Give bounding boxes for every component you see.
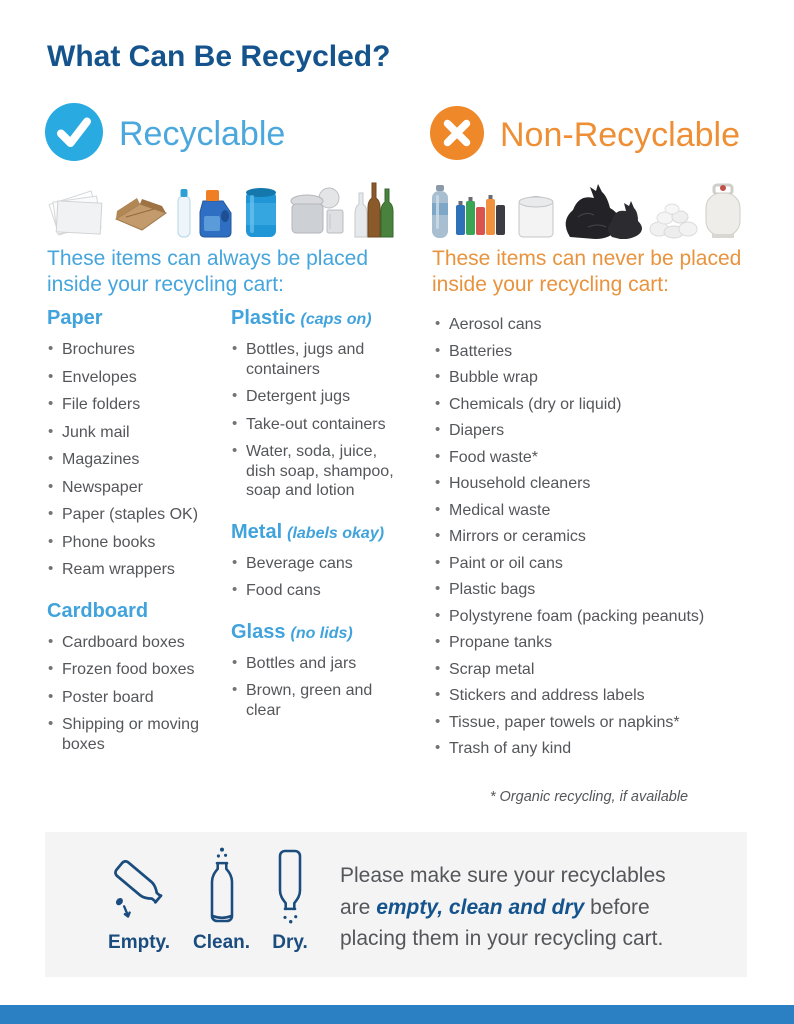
list-item: • Poster board [47, 688, 225, 708]
cardboard-box-image [112, 183, 170, 239]
list-item: • Envelopes [47, 368, 225, 388]
list-item: • Newspaper [47, 478, 225, 498]
list-item: • Paper (staples OK) [47, 505, 225, 525]
tilted-bottle-pouring-icon [103, 846, 175, 926]
list-item: • File folders [47, 395, 225, 415]
category-paper [47, 307, 225, 580]
category-note: (caps on) [300, 311, 372, 328]
category-heading: Metal (labels okay) [231, 520, 385, 543]
list-item: • Bubble wrap [434, 368, 748, 388]
propane-tank-image [700, 181, 746, 239]
category-heading: Glass (no lids) [231, 620, 353, 643]
category-note: (labels okay) [287, 524, 385, 542]
category-metal [231, 521, 399, 601]
list-item: • Junk mail [47, 423, 225, 443]
foam-packing-peanuts-image [647, 201, 699, 239]
list-item: • Tissue, paper towels or napkins* [434, 713, 748, 733]
empty-clean-dry-panel [45, 832, 747, 977]
category-cardboard [47, 600, 225, 755]
list-item: • Water, soda, juice, dish soap, shampoo, soap and lotion [231, 442, 399, 501]
category-item-list [47, 340, 225, 580]
list-item: • Scrap metal [434, 660, 748, 680]
list-item: • Batteries [434, 342, 748, 362]
list-item: • Polystyrene foam (packing peanuts) [434, 607, 748, 627]
list-item: • Phone books [47, 533, 225, 553]
water-bottle-and-detergent-jug-image [175, 179, 237, 239]
list-item: • Bottles and jars [231, 654, 399, 674]
list-item: • Brown, green and clear [231, 681, 399, 720]
footer-accent-bar [0, 1005, 794, 1024]
recyclable-column-a [47, 303, 225, 762]
recyclable-column-b [231, 303, 399, 762]
paper-stack-image [45, 183, 107, 239]
trash-bags-image [560, 179, 646, 239]
list-item: • Propane tanks [434, 633, 748, 653]
list-item: • Frozen food boxes [47, 660, 225, 680]
list-item: • Aerosol cans [434, 315, 748, 335]
batteries-image [453, 189, 513, 239]
step-label: Dry. [272, 932, 308, 953]
recyclable-heading: Recyclable [119, 115, 286, 153]
panel-message: Please make sure your recyclables are empty, clean and dry before placing them in your recycling cart. [340, 864, 666, 950]
category-heading: Plastic (caps on) [231, 307, 372, 329]
recyclable-intro: These items can always be placed inside your recycling cart: [47, 247, 368, 297]
list-item: • Food waste* [434, 448, 748, 468]
list-item: • Mirrors or ceramics [434, 527, 748, 547]
non-recyclable-badge [430, 106, 740, 165]
page-title: What Can Be Recycled? [47, 40, 391, 73]
list-item: • Medical waste [434, 501, 748, 521]
step-label: Empty. [108, 932, 170, 953]
list-item: • Bottles, jugs and containers [231, 340, 399, 379]
list-item: • Cardboard boxes [47, 633, 225, 653]
non-recyclable-item-images [428, 175, 746, 239]
empty-clean-dry-steps [103, 846, 312, 954]
list-item: • Trash of any kind [434, 739, 748, 759]
non-recyclable-item-list [434, 315, 748, 766]
recyclable-badge [45, 103, 285, 166]
step-empty [103, 846, 175, 954]
category-plastic [231, 307, 399, 501]
non-recyclable-heading: Non-Recyclable [500, 116, 740, 154]
category-heading: Paper [47, 307, 103, 329]
list-item: • Ream wrappers [47, 560, 225, 580]
list-item: • Diapers [434, 421, 748, 441]
list-item: • Household cleaners [434, 474, 748, 494]
list-item: • Plastic bags [434, 580, 748, 600]
empty-clean-dry-emphasis: empty, clean and dry [376, 895, 585, 919]
category-glass [231, 621, 399, 721]
metal-cans-and-containers-image [286, 181, 346, 239]
list-item: • Beverage cans [231, 554, 399, 574]
category-note: (no lids) [290, 624, 353, 642]
list-item: • Stickers and address labels [434, 686, 748, 706]
category-item-list [231, 654, 399, 721]
recyclable-categories [47, 303, 399, 762]
upside-down-bottle-drying-icon [268, 846, 312, 926]
bottle-with-water-drops-icon [200, 846, 244, 926]
category-heading: Cardboard [47, 599, 149, 622]
list-item: • Detergent jugs [231, 387, 399, 407]
list-item: • Shipping or moving boxes [47, 715, 225, 754]
category-item-list [231, 340, 399, 501]
aerosol-can-image [428, 181, 452, 239]
category-item-list [47, 633, 225, 755]
list-item: • Take-out containers [231, 415, 399, 435]
list-item: • Brochures [47, 340, 225, 360]
step-clean [193, 846, 250, 954]
non-recyclable-intro: These items can never be placed inside your recycling cart: [432, 247, 742, 297]
recyclable-item-images [45, 175, 395, 239]
glass-bottles-image [351, 177, 395, 239]
list-item: • Chemicals (dry or liquid) [434, 395, 748, 415]
list-item: • Magazines [47, 450, 225, 470]
step-dry [268, 846, 312, 954]
check-icon [45, 103, 103, 166]
step-label: Clean. [193, 932, 251, 953]
aluminum-can-image [241, 183, 281, 239]
list-item: • Paint or oil cans [434, 554, 748, 574]
organic-recycling-footnote: * Organic recycling, if available [489, 789, 689, 805]
category-item-list [231, 554, 399, 601]
list-item: • Food cans [231, 581, 399, 601]
paint-can-image [514, 187, 558, 239]
x-icon [430, 106, 484, 165]
